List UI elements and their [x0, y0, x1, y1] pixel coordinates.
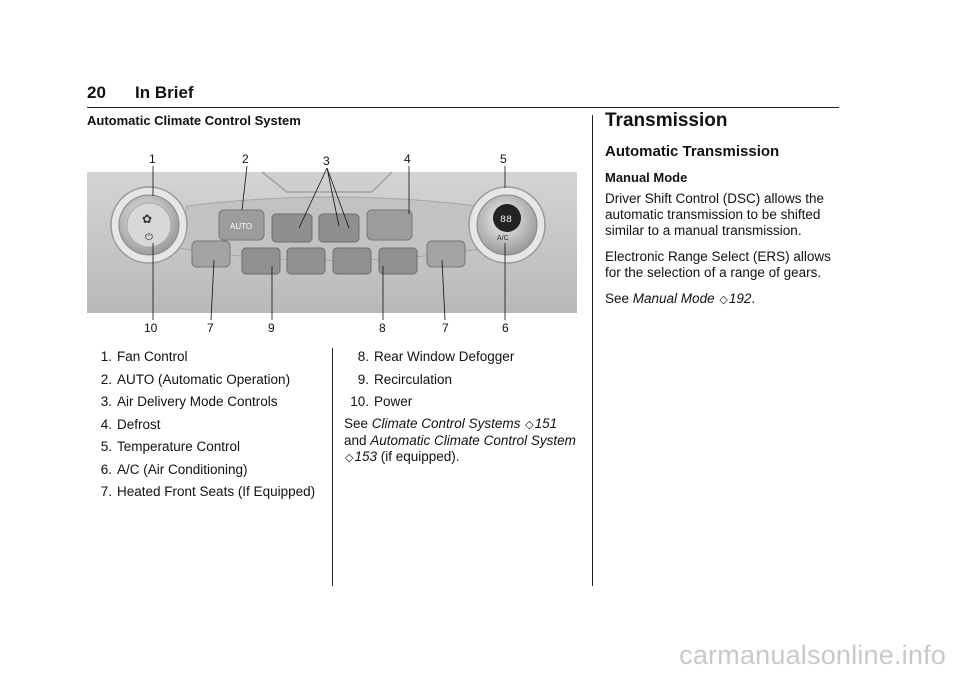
page-ref-icon: ◇ [719, 294, 728, 306]
callout-7-left: 7 [207, 321, 214, 335]
button-heated-seat-left [192, 241, 230, 267]
callout-3: 3 [323, 154, 330, 168]
button-mode-3 [287, 248, 325, 274]
legend-list-2 [344, 348, 580, 466]
list-item: 1. Fan Control [100, 349, 188, 364]
list-item: 2. AUTO (Automatic Operation) [100, 371, 291, 387]
legend-list-1 [87, 348, 322, 506]
manual-mode-see-also: See Manual Mode ◇192. [605, 291, 756, 306]
callout-10: 10 [144, 321, 158, 335]
subsection-title: Automatic Transmission [605, 143, 780, 160]
list-item: 9. Recirculation [357, 371, 453, 387]
temperature-display: 88 [500, 215, 513, 226]
button-heated-seat-right [427, 241, 465, 267]
page-number: 20 [87, 83, 106, 102]
callout-8: 8 [379, 321, 386, 335]
subheading: Manual Mode [605, 170, 688, 185]
list-item: 3. Air Delivery Mode Controls [100, 394, 278, 409]
climate-heading: Automatic Climate Control System [87, 113, 301, 128]
list-item: 7. Heated Front Seats (If Equipped) [100, 484, 316, 499]
list-item: 8. Rear Window Defogger [357, 349, 515, 364]
button-mode-2 [319, 214, 359, 242]
list-item: 4. Defrost [100, 416, 161, 432]
column-divider-1 [332, 348, 333, 586]
fan-icon: ✿ [142, 212, 153, 226]
paragraph-dsc: Driver Shift Control (DSC) allows the automatic transmission to be shifted similar to a manual transmission. [605, 191, 825, 238]
button-rear-defog [379, 248, 417, 274]
climate-see-also: See Climate Control Systems ◇151 and Automatic Climate Control System ◇153 (if equipped). [344, 416, 576, 464]
link-climate-control-systems[interactable]: Climate Control Systems [371, 416, 521, 431]
page-ref-icon: ◇ [345, 452, 354, 464]
button-recirculation [242, 248, 280, 274]
list-item: 5. Temperature Control [100, 439, 241, 454]
callout-2: 2 [242, 152, 249, 166]
button-defrost [367, 210, 412, 240]
climate-control-figure [87, 148, 577, 336]
button-mode-1 [272, 214, 312, 242]
section-title: In Brief [135, 83, 194, 102]
callout-9: 9 [268, 321, 275, 335]
page-header [87, 83, 839, 108]
button-mode-4 [333, 248, 371, 274]
paragraph-ers: Electronic Range Select (ERS) allows for the selection of a range of gears. [605, 249, 831, 280]
link-automatic-climate-control[interactable]: Automatic Climate Control System [370, 433, 576, 448]
watermark: carmanualsonline.info [679, 640, 946, 670]
callout-1: 1 [149, 152, 156, 166]
power-icon: ⏻ [145, 232, 153, 243]
callout-4: 4 [404, 152, 411, 166]
column-divider-2 [592, 115, 593, 586]
button-auto [219, 210, 264, 240]
list-item: 6. A/C (Air Conditioning) [100, 461, 248, 477]
callout-6: 6 [502, 321, 509, 335]
list-item: 10. Power [350, 394, 413, 409]
svg-text:AUTO: AUTO [230, 222, 253, 231]
section-title-transmission: Transmission [605, 110, 728, 131]
page-ref-icon: ◇ [525, 419, 534, 431]
link-manual-mode[interactable]: Manual Mode [632, 291, 715, 306]
ac-label: A/C [497, 235, 509, 242]
callout-5: 5 [500, 152, 507, 166]
callout-7-right: 7 [442, 321, 449, 335]
transmission-section [605, 110, 840, 318]
